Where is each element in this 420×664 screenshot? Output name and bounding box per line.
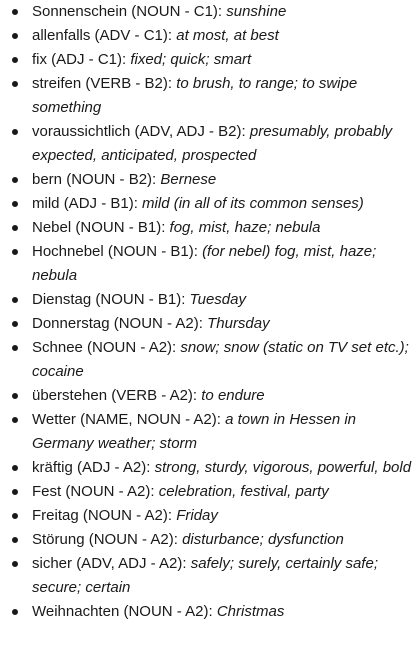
- entry-meta: (ADJ - A2):: [77, 459, 151, 476]
- entry-meta: (ADJ - B1):: [63, 195, 138, 212]
- entry-definition: Bernese: [160, 171, 217, 188]
- list-item: [0, 336, 420, 384]
- list-item: [0, 0, 420, 24]
- bullet-icon: [12, 321, 18, 327]
- list-item: [0, 408, 420, 456]
- entry-word: Störung: [32, 531, 85, 548]
- bullet-icon: [12, 561, 18, 567]
- bullet-icon: [12, 9, 18, 15]
- entry-definition: to brush, to range; to swipe something: [32, 75, 358, 116]
- entry-meta: (NOUN - A2):: [113, 315, 203, 332]
- entry-word: Wetter: [32, 411, 76, 428]
- list-item: [0, 552, 420, 600]
- bullet-icon: [12, 513, 18, 519]
- list-item: [0, 240, 420, 288]
- entry-word: Fest: [32, 483, 62, 500]
- list-item: [0, 192, 420, 216]
- list-item: [0, 48, 420, 72]
- entry-meta: (ADV, ADJ - A2):: [76, 555, 187, 572]
- list-item: [0, 24, 420, 48]
- entry-definition: strong, sturdy, vigorous, powerful, bold: [154, 459, 412, 476]
- entry-definition: Tuesday: [189, 291, 246, 308]
- list-item: [0, 600, 420, 624]
- entry-definition: disturbance; dysfunction: [182, 531, 344, 548]
- list-item: [0, 216, 420, 240]
- entry-meta: (NAME, NOUN - A2):: [80, 411, 221, 428]
- entry-definition: fixed; quick; smart: [130, 51, 252, 68]
- entry-meta: (NOUN - A2):: [87, 339, 177, 356]
- entry-meta: (NOUN - A2):: [82, 507, 173, 524]
- bullet-icon: [12, 177, 18, 183]
- entry-word: voraussichtlich: [32, 123, 131, 140]
- entry-meta: (ADJ - C1):: [51, 51, 127, 68]
- entry-meta: (NOUN - B1):: [107, 243, 198, 260]
- entry-meta: (NOUN - A2):: [88, 531, 178, 548]
- entry-meta: (NOUN - A2):: [65, 483, 155, 500]
- entry-definition: fog, mist, haze; nebula: [169, 219, 321, 236]
- entry-meta: (VERB - A2):: [111, 387, 198, 404]
- bullet-icon: [12, 609, 18, 615]
- entry-meta: (NOUN - B1):: [75, 219, 166, 236]
- entry-definition: snow; snow (static on TV set etc.); cocaine: [32, 339, 409, 380]
- entry-definition: at most, at best: [176, 27, 279, 44]
- entry-word: Hochnebel: [32, 243, 104, 260]
- bullet-icon: [12, 465, 18, 471]
- bullet-icon: [12, 33, 18, 39]
- list-item: [0, 288, 420, 312]
- list-item: [0, 480, 420, 504]
- entry-definition: to endure: [201, 387, 265, 404]
- entry-meta: (NOUN - A2):: [123, 603, 213, 620]
- entry-meta: (NOUN - B2):: [66, 171, 157, 188]
- entry-word: Freitag: [32, 507, 79, 524]
- entry-definition: mild (in all of its common senses): [142, 195, 364, 212]
- entry-definition: Christmas: [216, 603, 285, 620]
- entry-word: allenfalls: [32, 27, 91, 44]
- entry-word: kräftig: [32, 459, 73, 476]
- entry-word: Sonnenschein: [32, 3, 128, 20]
- entry-definition: presumably, probably expected, anticipated, prospected: [32, 123, 393, 164]
- entry-word: streifen: [32, 75, 82, 92]
- entry-definition: celebration, festival, party: [158, 483, 329, 500]
- entry-definition: safely; surely, certainly safe; secure; certain: [32, 555, 378, 596]
- bullet-icon: [12, 249, 18, 255]
- bullet-icon: [12, 297, 18, 303]
- bullet-icon: [12, 345, 18, 351]
- bullet-icon: [12, 537, 18, 543]
- entry-meta: (ADV - C1):: [94, 27, 173, 44]
- bullet-icon: [12, 225, 18, 231]
- bullet-icon: [12, 201, 18, 207]
- entry-word: Dienstag: [32, 291, 92, 308]
- entry-meta: (NOUN - C1):: [131, 3, 223, 20]
- entry-word: sicher: [32, 555, 73, 572]
- entry-word: Schnee: [32, 339, 83, 356]
- bullet-icon: [12, 417, 18, 423]
- entry-word: Donnerstag: [32, 315, 110, 332]
- bullet-icon: [12, 81, 18, 87]
- entry-definition: (for nebel) fog, mist, haze; nebula: [32, 243, 377, 284]
- bullet-icon: [12, 489, 18, 495]
- entry-definition: Thursday: [207, 315, 270, 332]
- entry-definition: a town in Hessen in Germany weather; storm: [32, 411, 357, 452]
- entry-word: Weihnachten: [32, 603, 120, 620]
- list-item: [0, 120, 420, 168]
- entry-word: Nebel: [32, 219, 72, 236]
- entry-meta: (NOUN - B1):: [95, 291, 186, 308]
- entry-word: überstehen: [32, 387, 108, 404]
- entry-word: mild: [32, 195, 60, 212]
- entry-definition: sunshine: [226, 3, 287, 20]
- bullet-icon: [12, 57, 18, 63]
- list-item: [0, 72, 420, 120]
- list-item: [0, 528, 420, 552]
- entry-word: fix: [32, 51, 47, 68]
- list-item: [0, 168, 420, 192]
- bullet-icon: [12, 393, 18, 399]
- list-item: [0, 456, 420, 480]
- entry-word: bern: [32, 171, 63, 188]
- list-item: [0, 504, 420, 528]
- bullet-icon: [12, 129, 18, 135]
- entry-meta: (VERB - B2):: [85, 75, 173, 92]
- entry-meta: (ADV, ADJ - B2):: [134, 123, 246, 140]
- entry-definition: Friday: [176, 507, 218, 524]
- list-item: [0, 384, 420, 408]
- list-item: [0, 312, 420, 336]
